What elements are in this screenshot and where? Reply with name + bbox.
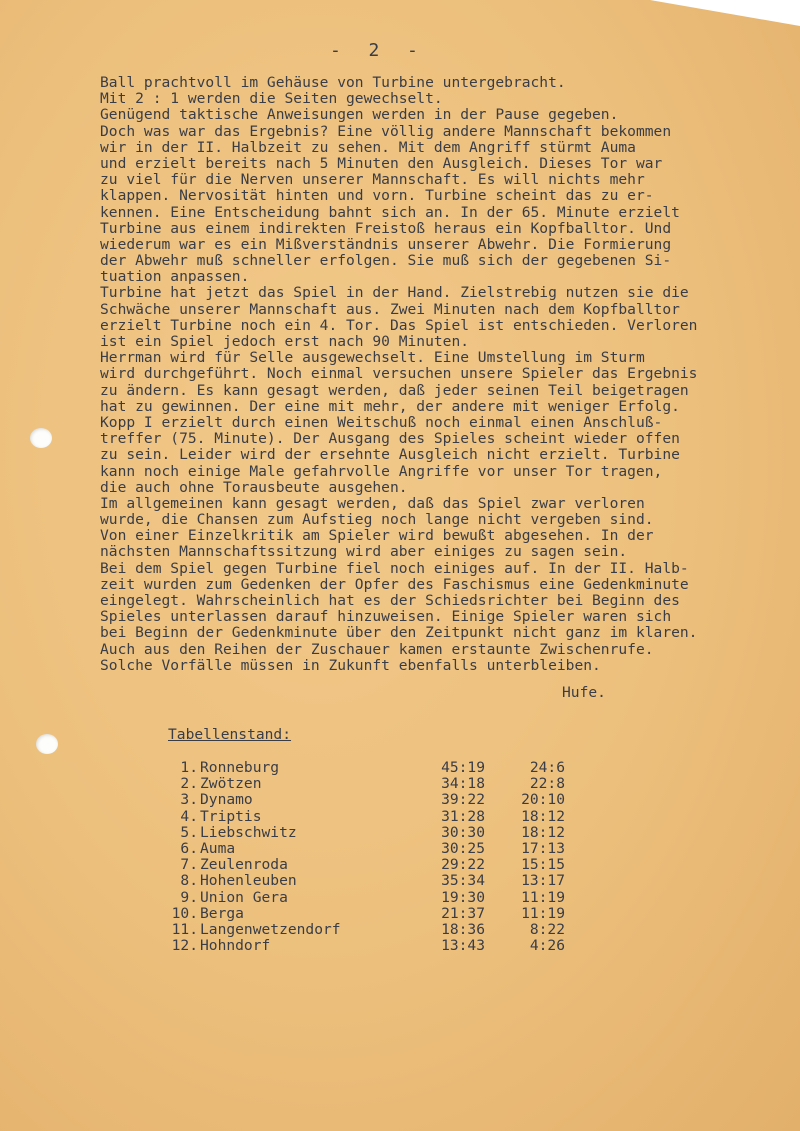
points-cell: 20:10 <box>521 791 565 809</box>
text-line: nächsten Mannschaftssitzung wird aber einiges zu sagen sein. <box>100 543 628 561</box>
signature: Hufe. <box>562 684 606 701</box>
goals-cell: 30:30 <box>441 823 485 841</box>
text-line: Im allgemeinen kann gesagt werden, daß das Spiel zwar verloren <box>100 494 645 512</box>
team-cell: Triptis <box>200 807 262 825</box>
table-row <box>168 922 565 938</box>
points-cell: 15:15 <box>521 856 565 874</box>
table-row <box>168 809 565 825</box>
goals-cell: 18:36 <box>441 920 485 938</box>
rank-cell: 2. <box>180 775 198 793</box>
team-cell: Dynamo <box>200 791 253 809</box>
points-cell: 22:8 <box>529 775 565 793</box>
text-line: eingelegt. Wahrscheinlich hat es der Schiedsrichter bei Beginn des <box>100 592 680 609</box>
text-line: Ball prachtvoll im Gehäuse von Turbine untergebracht. <box>100 74 566 91</box>
text-line: und erzielt bereits nach 5 Minuten den Ausgleich. Dieses Tor war <box>100 154 663 172</box>
rank-cell: 4. <box>180 807 198 825</box>
text-line: wiederum war es ein Mißverständnis unserer Abwehr. Die Formierung <box>100 235 672 253</box>
text-line: wurde, die Chansen zum Aufstieg noch lange nicht vergeben sind. <box>100 511 654 529</box>
text-line: Von einer Einzelkritik am Spieler wird bewußt abgesehen. In der <box>100 527 654 545</box>
text-line: zu ändern. Es kann gesagt werden, daß jeder seinen Teil beigetragen <box>100 381 689 399</box>
rank-cell: 7. <box>180 856 198 874</box>
table-title: Tabellenstand: <box>168 726 292 743</box>
rank-cell: 9. <box>180 888 198 906</box>
punch-hole <box>30 428 52 448</box>
table-row <box>168 873 565 889</box>
table-row <box>168 938 565 954</box>
team-cell: Zwötzen <box>200 775 262 793</box>
goals-cell: 39:22 <box>441 791 485 809</box>
goals-cell: 35:34 <box>441 872 485 890</box>
team-cell: Hohenleuben <box>200 872 297 890</box>
team-cell: Union Gera <box>200 888 288 906</box>
team-cell: Auma <box>200 839 236 857</box>
goals-cell: 34:18 <box>441 775 485 793</box>
points-cell: 24:6 <box>529 759 565 776</box>
points-cell: 4:26 <box>529 937 565 955</box>
team-cell: Ronneburg <box>200 759 280 776</box>
rank-cell: 5. <box>180 823 198 841</box>
text-line: wird durchgeführt. Noch einmal versuchen unsere Spieler das Ergebnis <box>100 365 698 383</box>
goals-cell: 31:28 <box>441 807 485 825</box>
text-line: Genügend taktische Anweisungen werden in der Pause gegeben. <box>100 106 619 124</box>
text-line: zu sein. Leider wird der ersehnte Ausgleich nicht erzielt. Turbine <box>100 446 680 464</box>
text-line: Auch aus den Reihen der Zuschauer kamen erstaunte Zwischenrufe. <box>100 640 654 658</box>
rank-cell: 6. <box>180 839 198 857</box>
rank-cell: 12. <box>171 937 198 955</box>
team-cell: Liebschwitz <box>200 823 297 841</box>
text-line: klappen. Nervosität hinten und vorn. Turbine scheint das zu er- <box>100 187 654 205</box>
rank-cell: 1. <box>180 759 198 776</box>
text-line: Solche Vorfälle müssen in Zukunft ebenfalls unterbleiben. <box>100 656 601 674</box>
table-row <box>168 841 565 857</box>
text-line: erzielt Turbine noch ein 4. Tor. Das Spiel ist entschieden. Verloren <box>100 316 698 334</box>
text-line: Bei dem Spiel gegen Turbine fiel noch einiges auf. In der II. Halb- <box>100 559 689 577</box>
body-text <box>100 75 780 674</box>
points-cell: 13:17 <box>521 872 565 890</box>
table-row <box>168 890 565 906</box>
text-line: Turbine hat jetzt das Spiel in der Hand. Zielstrebig nutzen sie die <box>100 284 689 302</box>
text-line: Spieles unterlassen darauf hinzuweisen. Einige Spieler waren sich <box>100 608 672 626</box>
points-cell: 18:12 <box>521 823 565 841</box>
folded-corner <box>650 0 800 26</box>
points-cell: 17:13 <box>521 839 565 857</box>
table-row <box>168 776 565 792</box>
text-line: Mit 2 : 1 werden die Seiten gewechselt. <box>100 90 443 108</box>
text-line: zu viel für die Nerven unserer Mannschaft. Es will nichts mehr <box>100 171 645 189</box>
rank-cell: 10. <box>171 904 198 922</box>
points-cell: 11:19 <box>521 888 565 906</box>
text-line: treffer (75. Minute). Der Ausgang des Spieles scheint wieder offen <box>100 430 680 448</box>
text-line: kennen. Eine Entscheidung bahnt sich an. In der 65. Minute erzielt <box>100 203 680 221</box>
punch-hole <box>36 734 58 754</box>
table-row <box>168 857 565 873</box>
text-line: tuation anpassen. <box>100 268 250 286</box>
team-cell: Hohndorf <box>200 937 271 955</box>
table-row <box>168 906 565 922</box>
goals-cell: 29:22 <box>441 856 485 874</box>
text-line: Herrman wird für Selle ausgewechselt. Eine Umstellung im Sturm <box>100 349 645 367</box>
goals-cell: 13:43 <box>441 937 485 955</box>
rank-cell: 11. <box>171 920 198 938</box>
table-row <box>168 825 565 841</box>
text-line: die auch ohne Torausbeute ausgehen. <box>100 478 408 496</box>
table-row <box>168 792 565 808</box>
points-cell: 18:12 <box>521 807 565 825</box>
page-number: - 2 - <box>330 40 420 61</box>
text-line: der Abwehr muß schneller erfolgen. Sie muß sich der gegebenen Si- <box>100 252 672 270</box>
team-cell: Zeulenroda <box>200 856 288 874</box>
text-line: zeit wurden zum Gedenken der Opfer des Faschismus eine Gedenkminute <box>100 575 689 593</box>
rank-cell: 3. <box>180 791 198 809</box>
rank-cell: 8. <box>180 872 198 890</box>
points-cell: 11:19 <box>521 904 565 922</box>
text-line: kann noch einige Male gefahrvolle Angriffe vor unser Tor tragen, <box>100 462 663 480</box>
text-line: Kopp I erzielt durch einen Weitschuß noch einmal einen Anschluß- <box>100 413 663 431</box>
text-line: Schwäche unserer Mannschaft aus. Zwei Minuten nach dem Kopfballtor <box>100 300 680 318</box>
goals-cell: 19:30 <box>441 888 485 906</box>
team-cell: Langenwetzendorf <box>200 920 341 938</box>
table-row <box>168 760 565 776</box>
text-line: Turbine aus einem indirekten Freistoß heraus ein Kopfballtor. Und <box>100 219 672 237</box>
text-line: hat zu gewinnen. Der eine mit mehr, der andere mit weniger Erfolg. <box>100 397 680 415</box>
text-line: ist ein Spiel jedoch erst nach 90 Minuten. <box>100 333 470 350</box>
standings-table <box>168 760 565 954</box>
text-line: Doch was war das Ergebnis? Eine völlig andere Mannschaft bekommen <box>100 122 672 140</box>
team-cell: Berga <box>200 904 244 922</box>
points-cell: 8:22 <box>529 920 565 938</box>
goals-cell: 30:25 <box>441 839 485 857</box>
goals-cell: 21:37 <box>441 904 485 922</box>
text-line: wir in der II. Halbzeit zu sehen. Mit dem Angriff stürmt Auma <box>100 138 636 156</box>
text-line: bei Beginn der Gedenkminute über den Zeitpunkt nicht ganz im klaren. <box>100 624 698 642</box>
goals-cell: 45:19 <box>441 759 485 776</box>
